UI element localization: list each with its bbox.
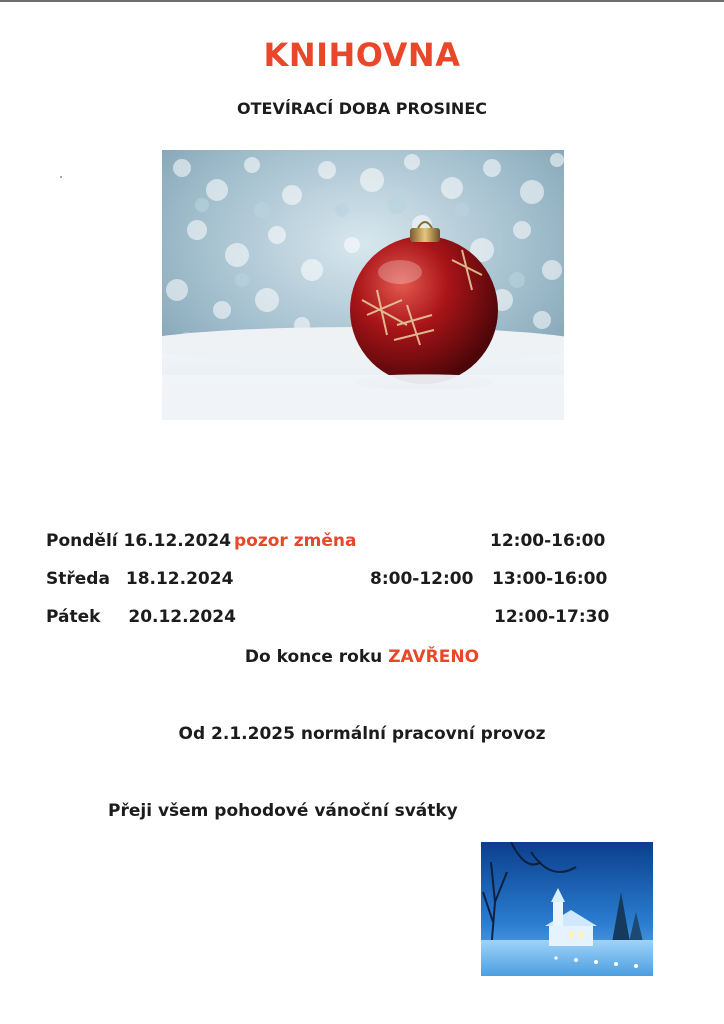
page-top-edge	[0, 0, 724, 2]
closed-notice-highlight: ZAVŘENO	[388, 647, 480, 667]
schedule-morning-hours: 8:00-12:00	[370, 569, 474, 589]
greeting: Přeji všem pohodové vánoční svátky	[108, 801, 458, 821]
schedule-row-wednesday	[46, 569, 233, 589]
schedule-row-friday	[46, 607, 236, 627]
winter-church-photo	[481, 842, 653, 976]
schedule-day: Pondělí	[46, 531, 118, 551]
closed-notice	[0, 647, 724, 667]
schedule-day: Středa	[46, 569, 110, 589]
schedule-day: Pátek	[46, 607, 101, 627]
schedule-date: 16.12.2024	[123, 531, 232, 551]
page-title: KNIHOVNA	[263, 36, 461, 74]
schedule-afternoon-hours: 12:00-16:00	[490, 531, 606, 551]
page-subtitle: OTEVÍRACÍ DOBA PROSINEC	[237, 99, 487, 118]
scan-speck	[60, 176, 62, 178]
schedule-afternoon-hours: 13:00-16:00	[492, 569, 608, 589]
closed-notice-prefix: Do konce roku	[244, 647, 383, 667]
schedule-date: 20.12.2024	[128, 607, 236, 627]
schedule-note: pozor změna	[234, 531, 357, 551]
resume-notice: Od 2.1.2025 normální pracovní provoz	[178, 724, 546, 744]
schedule-row-monday	[46, 531, 231, 551]
christmas-ornament-photo	[162, 150, 564, 420]
schedule-date: 18.12.2024	[125, 569, 234, 589]
schedule-afternoon-hours: 12:00-17:30	[494, 607, 610, 627]
